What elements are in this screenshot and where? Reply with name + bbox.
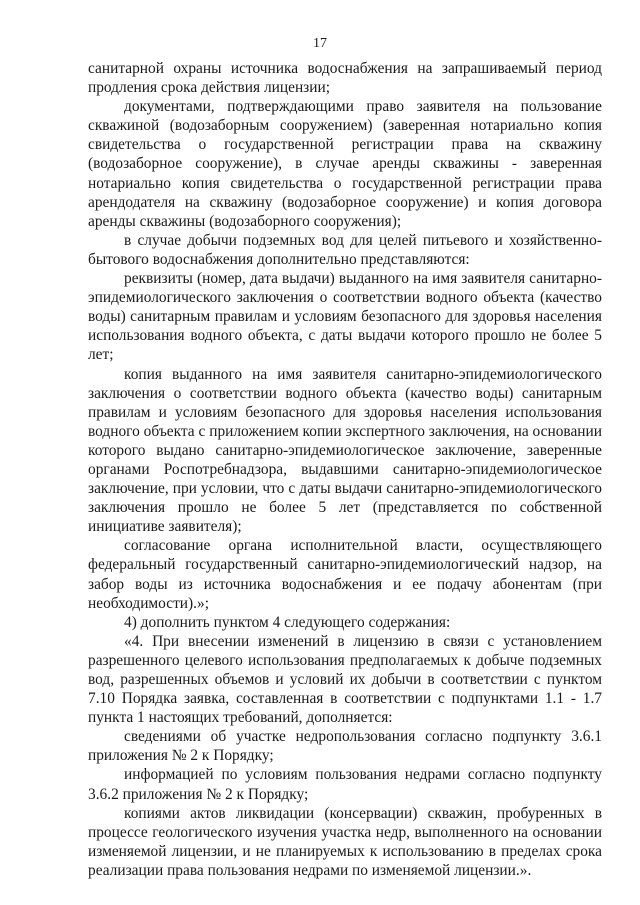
paragraph-amendment-item-4: 4) дополнить пунктом 4 следующего содержания: — [124, 613, 451, 631]
paragraph-ownership-documents: документами, подтверждающими право заявителя на пользование скважиной (водозаборным сооружением) (заверенная нотариально копия свидетельства о государственной регистрации права на скважину (водозаборное сооружение), в случае аренды скважины - заверенная нотариально копия свидетельства о государственной регистрации права арендодателя на скважину (водозаборное сооружение) и копия договора аренды скважины (водозаборного сооружения); — [88, 98, 602, 230]
paragraph-sanitary-conclusion-details: реквизиты (номер, дата выдачи) выданного на имя заявителя санитарно-эпидемиологического заключения о соответствии водного объекта (качество воды) санитарным правилам и условиям безопасного для здоровья населения использования водного объекта, с даты выдачи которого прошло не более 5 лет; — [88, 270, 602, 364]
paragraph-site-info: сведениями об участке недропользования согласно подпункту 3.6.1 приложения № 2 к Порядку; — [88, 728, 602, 765]
page-number: 17 — [313, 36, 327, 51]
paragraph-continuation: санитарной охраны источника водоснабжения на запрашиваемый период продления срока действия лицензии; — [88, 60, 602, 97]
paragraph-drinking-water-intro: в случае добычи подземных вод для целей питьевого и хозяйственно-бытового водоснабжения дополнительно представляются: — [88, 231, 602, 268]
paragraph-item-4-text: «4. При внесении изменений в лицензию в связи с установлением разрешенного целевого использования предполагаемых к добыче подземных вод, разрешенных объемов и условий их добычи в соответствии с пунктом 7.10 Порядка заявка, составленная в соответствии с подпунктами 1.1 - 1.7 пункта 1 настоящих требований, дополняется: — [88, 632, 602, 727]
document-body — [88, 59, 602, 880]
paragraph-usage-conditions: информацией по условиям пользования недрами согласно подпункту 3.6.2 приложения № 2 к Порядку; — [88, 766, 602, 803]
paragraph-sanitary-conclusion-copy: копия выданного на имя заявителя санитарно-эпидемиологического заключения о соответствии водного объекта (качество воды) санитарным правилам и условиям безопасного для здоровья населения использования водного объекта с приложением копии экспертного заключения, на основании которого выдано санитарно-эпидемиологическое заключение, заверенные органами Роспотребнадзора, выдавшими санитарно-эпидемиологическое заключение, при условии, что с даты выдачи санитарно-эпидемиологического заключения прошло не более 5 лет (представляется по собственной инициативе заявителя); — [88, 365, 602, 536]
paragraph-well-liquidation: копиями актов ликвидации (консервации) скважин, пробуренных в процессе геологического изучения участка недр, выполненного на основании изменяемой лицензии, и не планируемых к использованию в пределах срока реализации права пользования недрами по изменяемой лицензии.». — [88, 804, 602, 879]
paragraph-supervision-approval: согласование органа исполнительной власти, осуществляющего федеральный государственный санитарно-эпидемиологический надзор, на забор воды из источника водоснабжения и ее подачу абонентам (при необходимости).»; — [88, 537, 602, 612]
